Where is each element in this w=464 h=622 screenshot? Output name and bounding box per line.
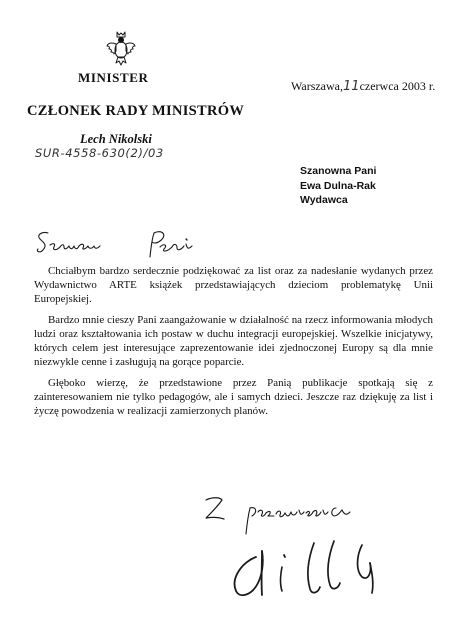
addressee-line: Szanowna Pani: [300, 165, 377, 177]
addressee-line: Ewa Dulna-Rak: [300, 179, 376, 192]
body-paragraph: Głęboko wierzę, że przedstawione przez Panią publikacje spotkają się z zainteresowaniem nie tylko pedagogów, ale i samych dzieci. Jeszcze raz dziękuję za list i życzę powodzenia w realizacji zamierzonych planów.: [34, 377, 433, 417]
letterhead-title: MINISTER: [78, 70, 149, 85]
month-year: czerwca 2003 r.: [359, 79, 436, 93]
signature: [222, 537, 392, 603]
place-date: [291, 79, 435, 94]
sender-name: Lech Nikolski: [80, 132, 152, 146]
letterhead-council: CZŁONEK RADY MINISTRÓW: [27, 103, 245, 119]
body-paragraph: Chciałbym bardzo serdecznie podziękować za list oraz za nadesłanie wydanych przez Wydawnictwo ARTE książek przedstawiających dzieciom problematykę Unii Europejskiej.: [34, 265, 433, 305]
eagle-emblem-icon: [106, 30, 136, 66]
day-handwritten: 11: [343, 79, 360, 94]
place: Warszawa,: [291, 79, 344, 93]
body-paragraph: Bardzo mnie cieszy Pani zaangażowanie w działalność na rzecz informowania młodych ludzi oraz kształtowania ich postaw w duchu integracji europejskiej. Wszelkie inicjatywy, których celem jest interesujące zaprezentowanie idei zjednoczonej Europy są dla mnie niezwykle cenne i zasługują na gorące poparcie.: [34, 314, 433, 368]
addressee-line: Wydawca: [300, 194, 348, 206]
handwritten-closing: [200, 494, 370, 538]
addressee-block: [300, 164, 376, 208]
reference-number: SUR-4558-630(2)/03: [35, 146, 164, 160]
handwritten-salutation: [34, 227, 209, 263]
letter-body: [34, 264, 433, 425]
